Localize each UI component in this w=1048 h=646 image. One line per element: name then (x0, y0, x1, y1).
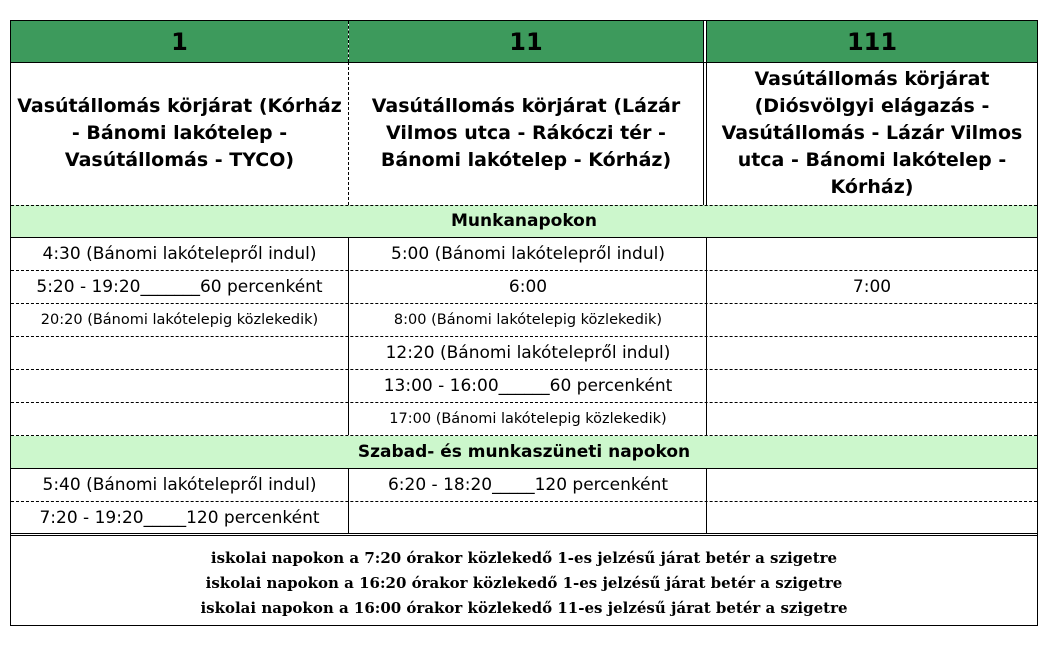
weekday-r3-c2: 8:00 (Bánomi lakótelepig közlekedik) (393, 312, 663, 328)
holiday-band: Szabad- és munkaszüneti napokon (11, 436, 1037, 468)
footnote: iskolai napokon a 16:20 órakor közlekedő 1-es jelzésű járat betér a szigetre (205, 574, 843, 592)
holiday-r1-c2: 6:20 - 18:20_____120 percenként (387, 475, 669, 495)
grid-line (348, 468, 349, 534)
timetable (10, 20, 1038, 626)
grid-line (11, 533, 1037, 534)
weekday-r6-c2: 17:00 (Bánomi lakótelepig közlekedik) (389, 411, 667, 427)
grid-line (11, 237, 1037, 238)
route-number-11: 11 (349, 21, 703, 62)
holiday-r1-c3 (707, 469, 1037, 501)
grid-line (348, 237, 349, 435)
weekday-r4-c1 (11, 337, 348, 369)
weekday-r4-c2: 12:20 (Bánomi lakótelepről indul) (385, 343, 671, 363)
footnote: iskolai napokon a 16:00 órakor közlekedő 11-es jelzésű járat betér a szigetre (200, 599, 848, 617)
grid-line (11, 369, 1037, 370)
grid-line (11, 205, 1037, 206)
grid-line (703, 21, 704, 205)
route-number-1: 1 (11, 21, 348, 62)
weekday-r2-c3: 7:00 (852, 277, 892, 297)
grid-line (348, 21, 349, 62)
grid-line (11, 303, 1037, 304)
route-title-111: Vasútállomás körjárat (Diósvölgyi elágazás - Vasútállomás - Lázár Vilmos utca - Bánomi lakótelep - Kórház) (721, 68, 1023, 198)
route-title-11: Vasútállomás körjárat (Lázár Vilmos utca - Rákóczi tér - Bánomi lakótelep - Kórház) (371, 95, 681, 171)
weekday-r3-c1: 20:20 (Bánomi lakótelepig közlekedik) (40, 312, 319, 328)
weekday-r5-c1 (11, 370, 348, 402)
weekday-r5-c2: 13:00 - 16:00______60 percenként (383, 376, 673, 396)
grid-line (348, 62, 349, 205)
grid-line (11, 468, 1037, 469)
grid-line (11, 402, 1037, 403)
weekday-r6-c1 (11, 403, 348, 435)
grid-line (11, 270, 1037, 271)
grid-line (11, 501, 1037, 502)
weekday-r3-c3 (707, 304, 1037, 336)
route-number-111: 111 (707, 21, 1037, 62)
grid-line (11, 62, 1037, 63)
holiday-r2-c2 (349, 502, 707, 534)
grid-line (706, 468, 707, 534)
footnotes (11, 536, 1037, 625)
weekday-r4-c3 (707, 337, 1037, 369)
grid-line (706, 237, 707, 435)
weekday-r2-c2: 6:00 (508, 277, 548, 297)
holiday-r1-c1: 5:40 (Bánomi lakótelepről indul) (42, 475, 317, 495)
holiday-r2-c3 (707, 502, 1037, 534)
weekday-r6-c3 (707, 403, 1037, 435)
grid-line (706, 21, 707, 205)
grid-line (11, 435, 1037, 436)
weekday-r1-c3 (707, 238, 1037, 270)
weekday-r1-c2: 5:00 (Bánomi lakótelepről indul) (391, 244, 665, 264)
weekday-band: Munkanapokon (11, 205, 1037, 237)
footnote: iskolai napokon a 7:20 órakor közlekedő 1-es jelzésű járat betér a szigetre (210, 549, 838, 567)
grid-line (11, 336, 1037, 337)
weekday-r2-c1: 5:20 - 19:20_______60 percenként (36, 277, 323, 297)
weekday-r5-c3 (707, 370, 1037, 402)
weekday-r1-c1: 4:30 (Bánomi lakótelepről indul) (42, 244, 317, 264)
holiday-r2-c1: 7:20 - 19:20_____120 percenként (39, 508, 320, 528)
route-title-1: Vasútállomás körjárat (Kórház - Bánomi lakótelep - Vasútállomás - TYCO) (17, 95, 342, 171)
